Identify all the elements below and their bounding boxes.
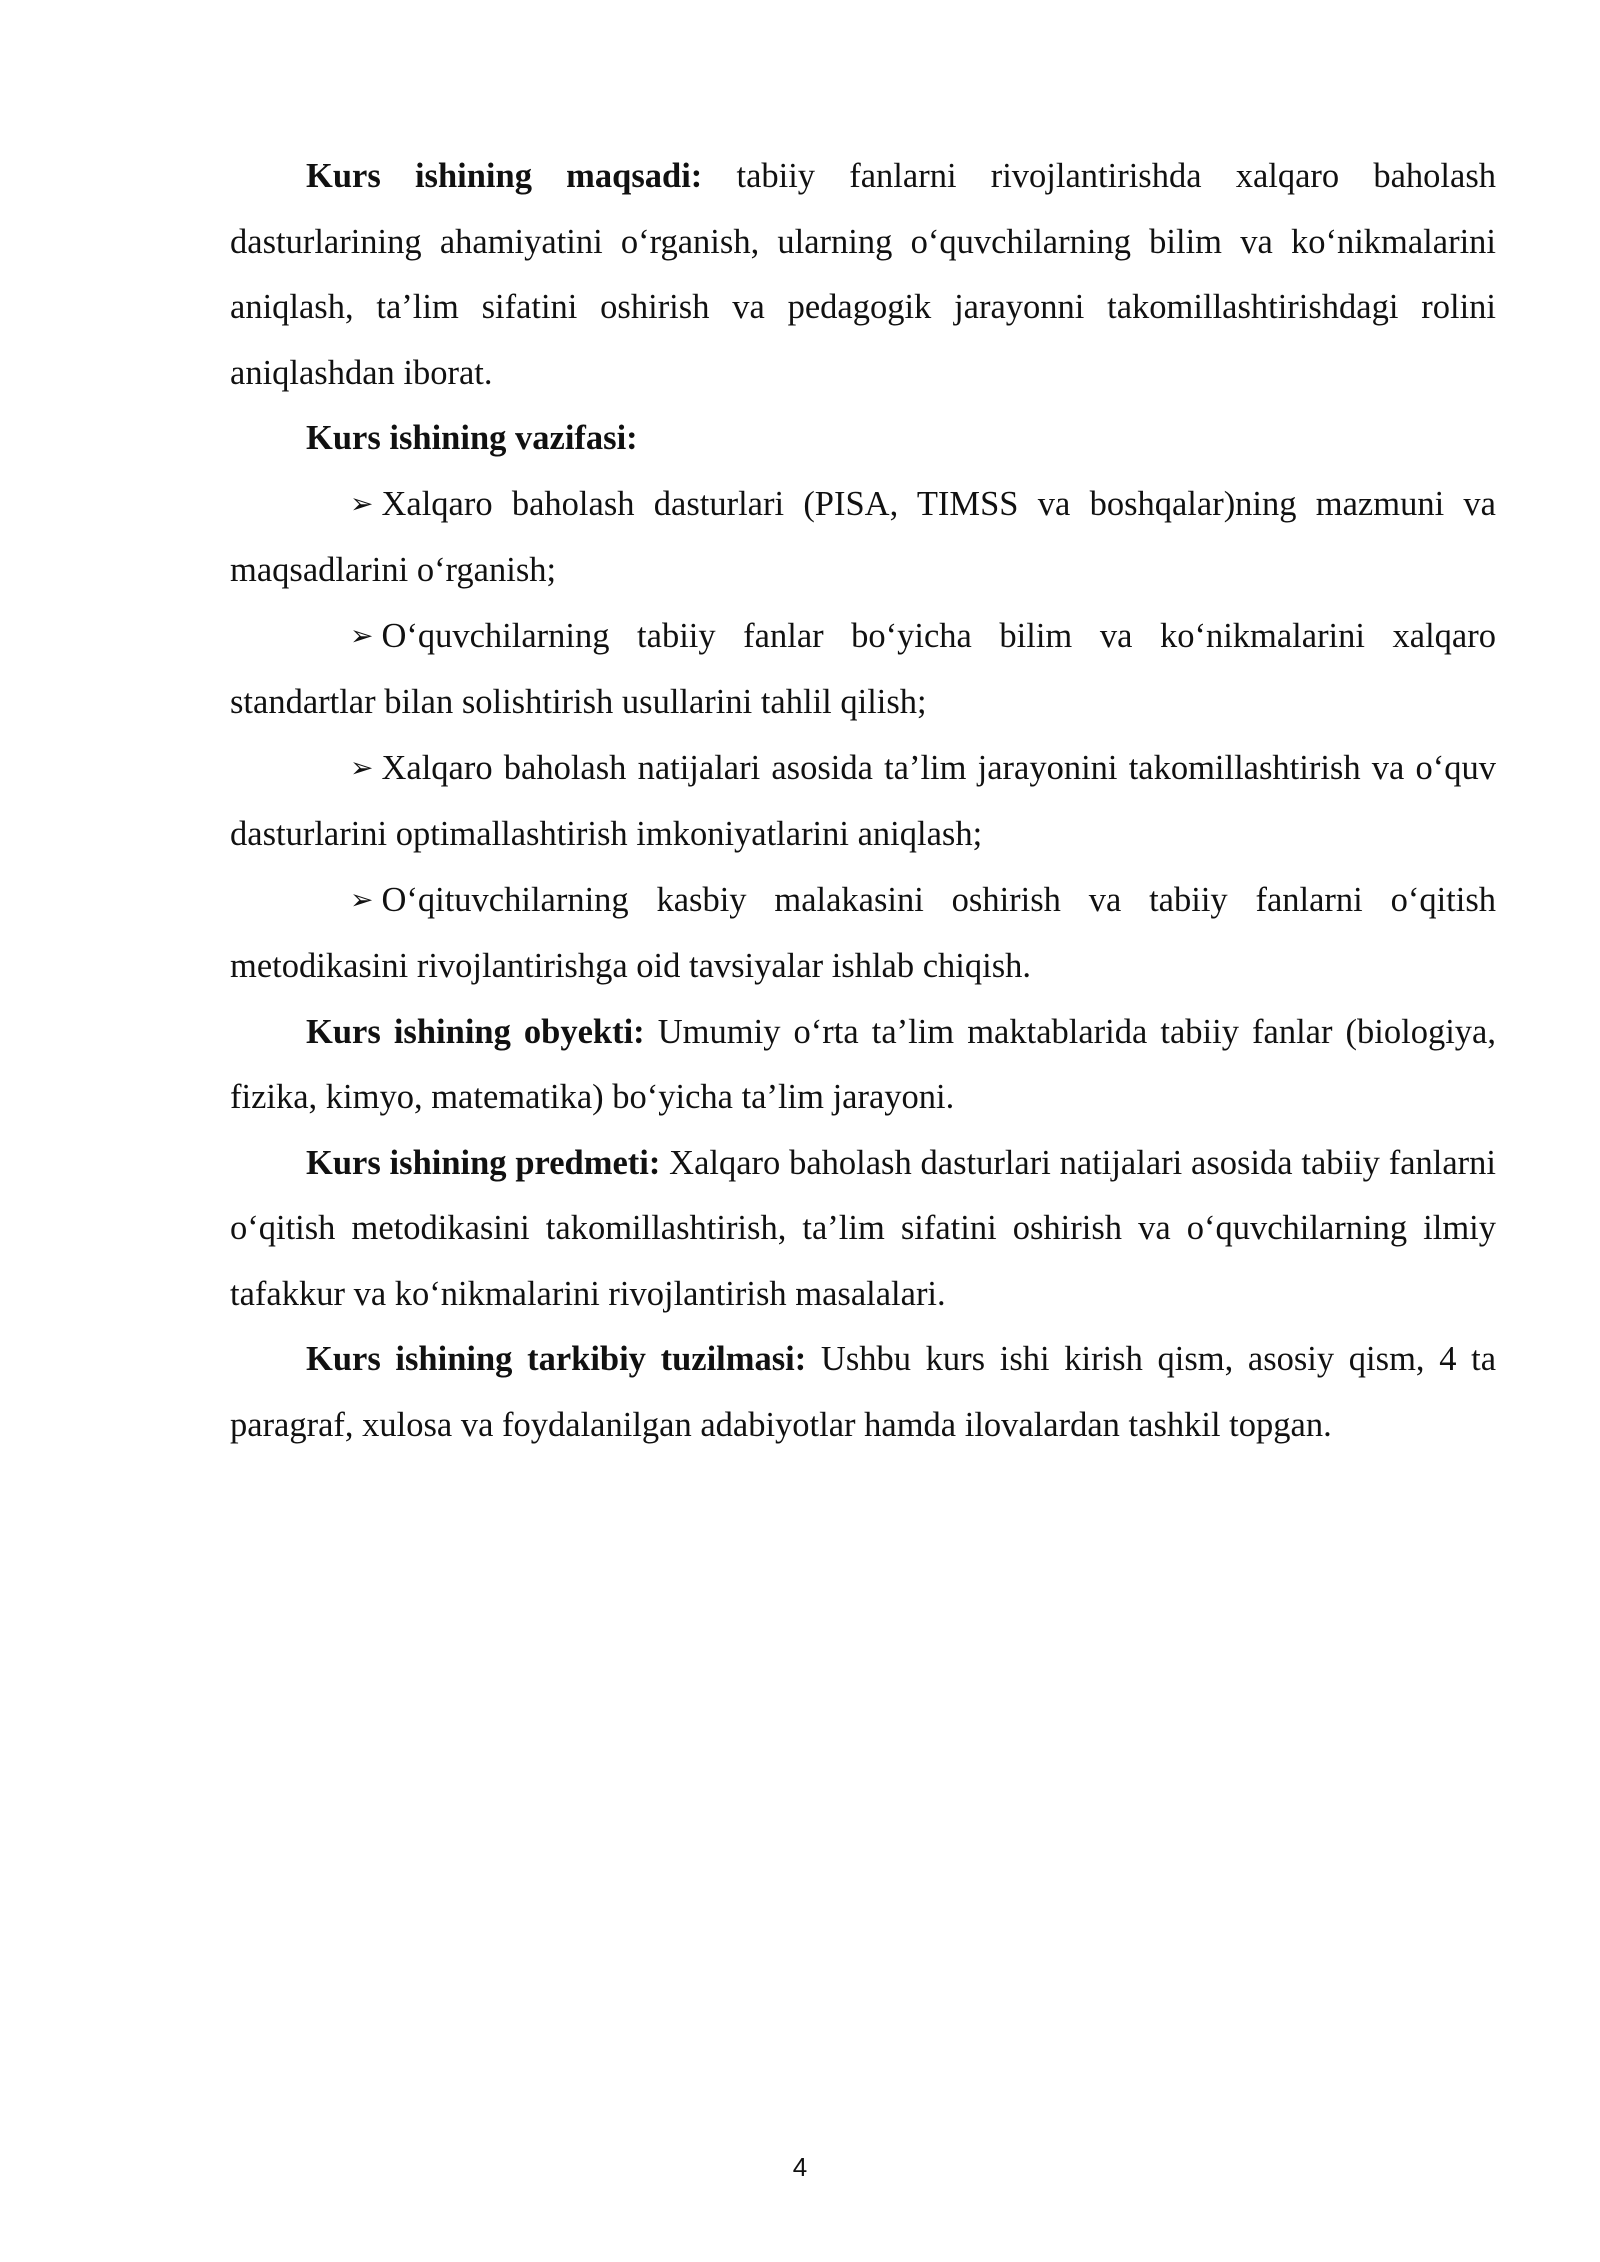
goal-label: Kurs ishining maqsadi: <box>306 157 703 195</box>
goal-text: tabiiy fanlarni rivojlantirishda xalqaro baholash dasturlarining ahamiyatini o‘rganish, ularning o‘quvchilarning bilim va ko‘nikmalarini aniqlash, ta’lim sifatini oshirish va pedagogik jarayonni takomillashtirishdagi rolini aniqlashdan iborat. <box>230 157 1497 392</box>
goal-paragraph <box>230 144 1496 406</box>
task-item-text: Xalqaro baholash natijalari asosida ta’lim jarayonini takomillashtirish va o‘quv dasturlarini optimallashtirish imkoniyatlarini aniqlash; <box>230 748 1496 853</box>
task-item <box>230 736 1496 868</box>
arrowhead-bullet-icon: ➢ <box>350 486 374 520</box>
task-item <box>230 868 1496 1000</box>
object-label: Kurs ishining obyekti: <box>306 1012 645 1051</box>
task-item-text: Xalqaro baholash dasturlari (PISA, TIMSS va boshqalar)ning mazmuni va maqsadlarini o‘rganish; <box>230 484 1496 589</box>
structure-paragraph <box>230 1327 1496 1458</box>
object-text: Umumiy o‘rta ta’lim maktablarida tabiiy fanlar (biologiya, fizika, kimyo, matematika) bo‘yicha ta’lim jarayoni. <box>230 1012 1496 1116</box>
subject-paragraph <box>230 1131 1496 1328</box>
arrowhead-bullet-icon: ➢ <box>350 618 374 652</box>
structure-text: Ushbu kurs ishi kirish qism, asosiy qism, 4 ta paragraf, xulosa va foydalanilgan adabiyotlar hamda ilovalardan tashkil topgan. <box>230 1340 1497 1444</box>
page-number: 4 <box>792 2152 808 2182</box>
structure-label: Kurs ishining tarkibiy tuzilmasi: <box>306 1340 807 1378</box>
task-item <box>230 472 1496 604</box>
task-item-text: O‘qituvchilarning kasbiy malakasini oshirish va tabiiy fanlarni o‘qitish metodikasini rivojlantirishga oid tavsiyalar ishlab chiqish. <box>230 880 1496 985</box>
task-item-text: O‘quvchilarning tabiiy fanlar bo‘yicha bilim va ko‘nikmalarini xalqaro standartlar bilan solishtirish usullarini tahlil qilish; <box>230 616 1496 721</box>
tasks-heading: Kurs ishining vazifasi: <box>306 419 638 457</box>
subject-text: Xalqaro baholash dasturlari natijalari asosida tabiiy fanlarni o‘qitish metodikasini takomillashtirish, ta’lim sifatini oshirish va o‘quvchilarning ilmiy tafakkur va ko‘nikmalarini rivojlantirish masalalari. <box>230 1143 1497 1313</box>
arrowhead-bullet-icon: ➢ <box>350 882 374 916</box>
task-item <box>230 604 1496 736</box>
arrowhead-bullet-icon: ➢ <box>350 750 374 784</box>
document-body <box>230 144 1496 1458</box>
subject-label: Kurs ishining predmeti: <box>306 1143 661 1182</box>
object-paragraph <box>230 1000 1496 1131</box>
